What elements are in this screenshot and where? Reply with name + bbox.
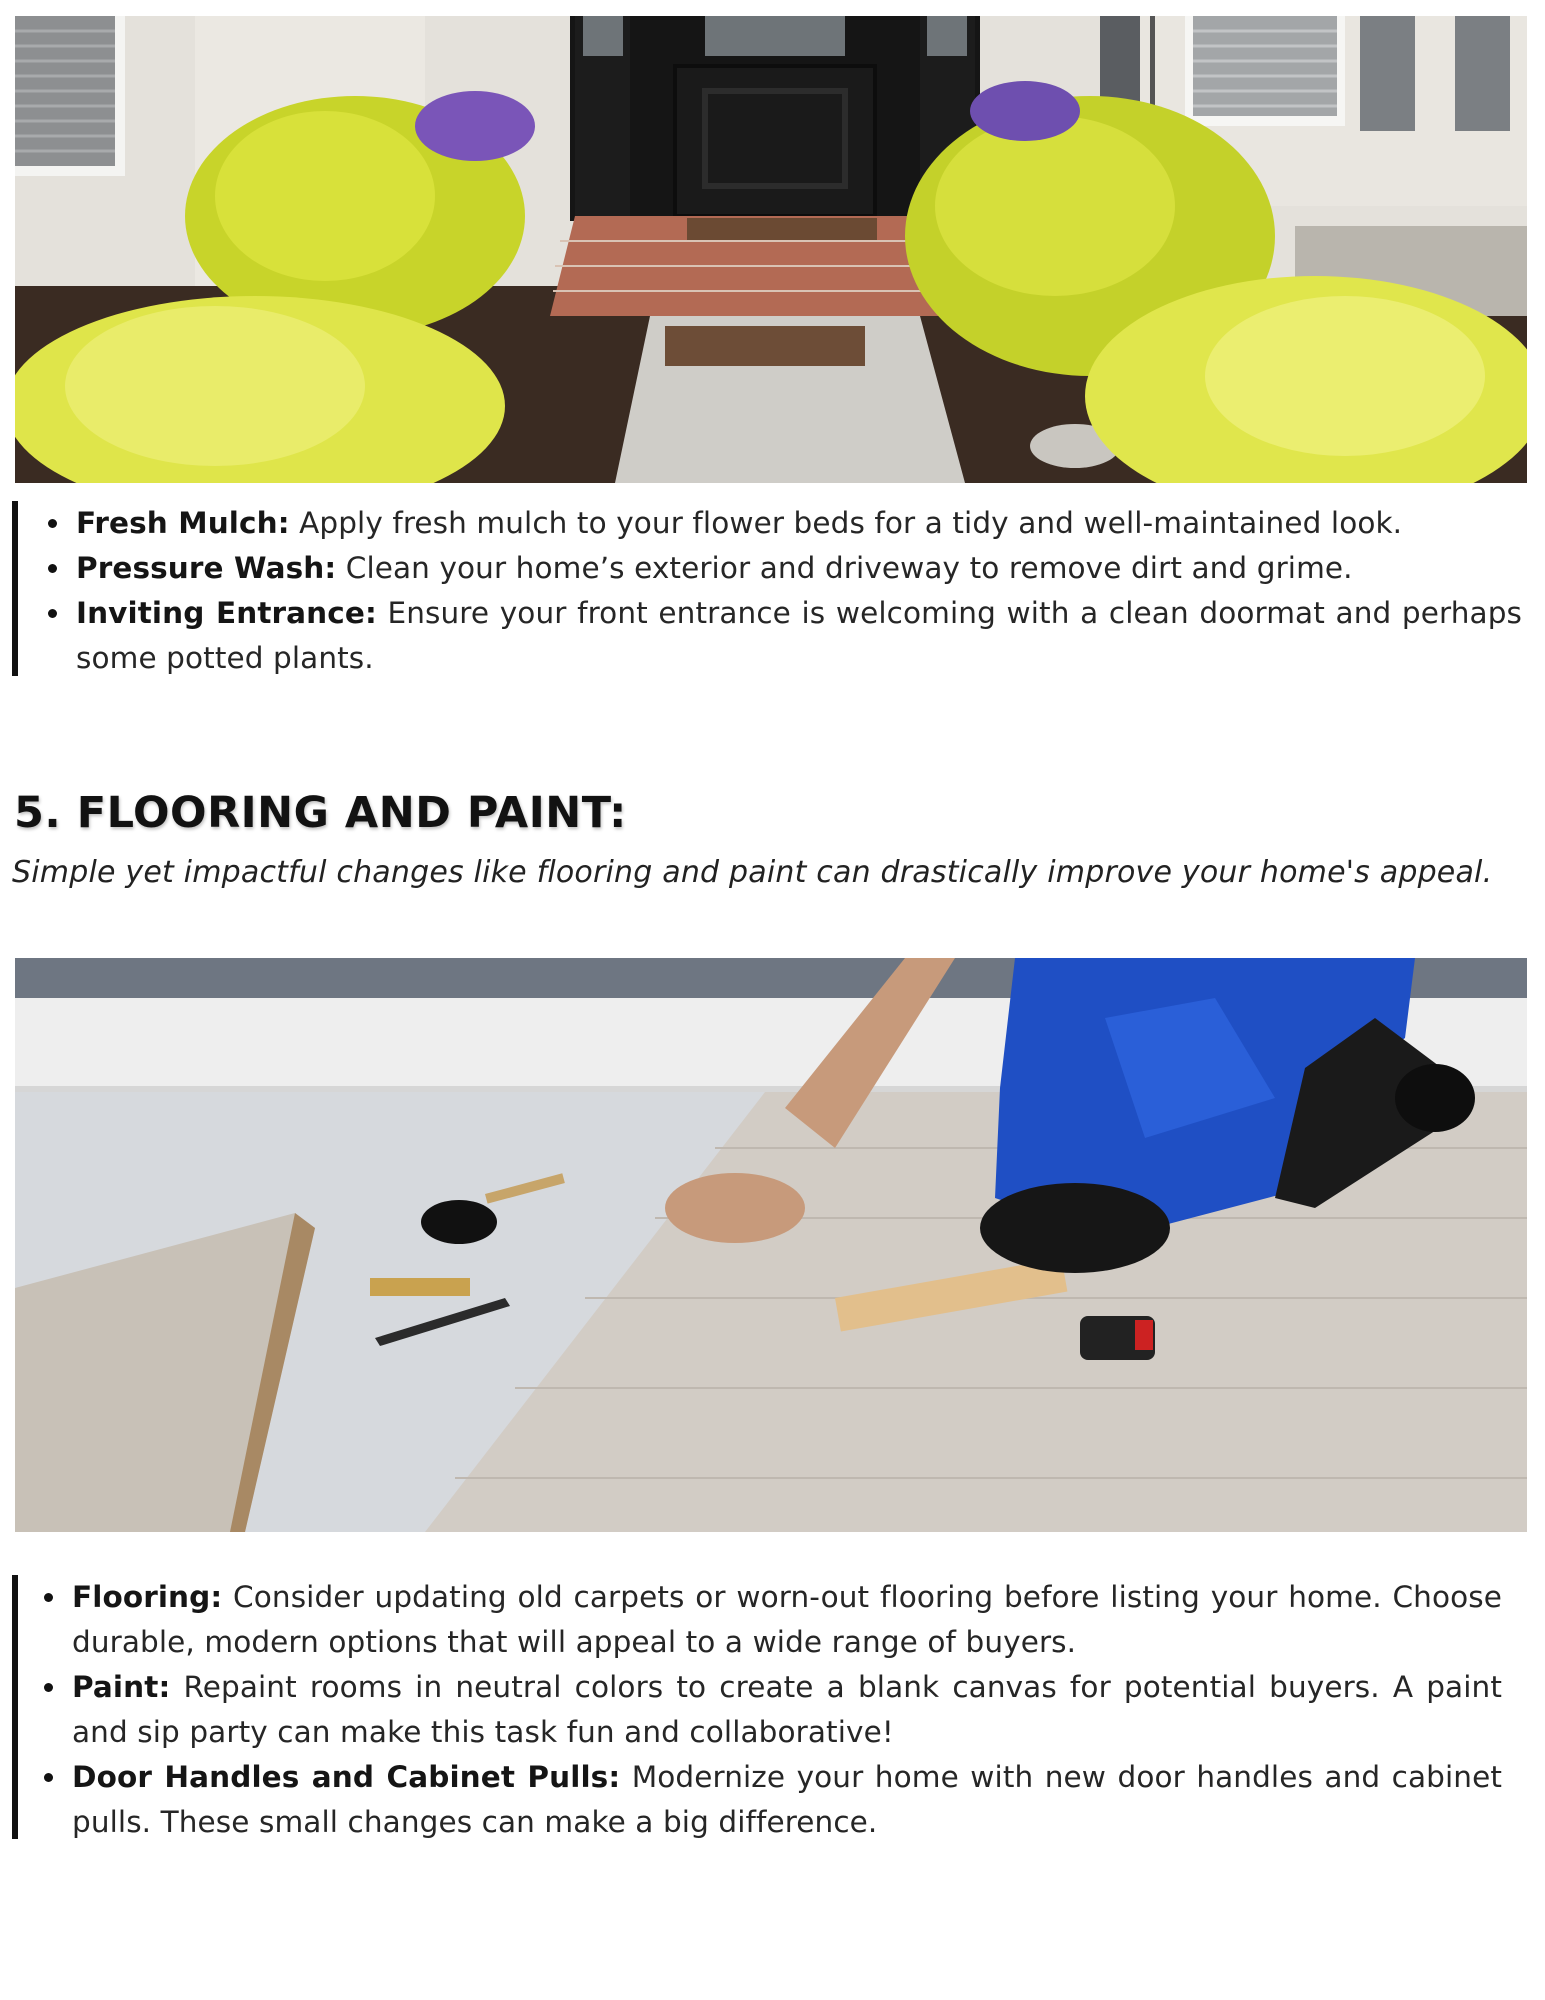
list-item-term: Pressure Wash: [76,551,337,585]
list-item-text: Clean your home’s exterior and driveway to remove dirt and grime. [336,551,1353,585]
bullet-icon [48,519,57,528]
bullet-icon [48,564,57,573]
list-item-text: Modernize your home with new door handles and cabinet pulls. These small changes can make a big difference. [72,1760,1503,1839]
bullet-icon [44,1593,53,1602]
front-entrance-photo [15,16,1527,483]
list-item-term: Door Handles and Cabinet Pulls: [72,1760,621,1794]
list-item-text: Repaint rooms in neutral colors to create a blank canvas for potential buyers. A paint and sip party can make this task fun and collaborative! [72,1670,1502,1749]
list-item-text: Ensure your front entrance is welcoming with a clean doormat and perhaps some potted plants. [76,596,1522,675]
list-item [18,1755,1530,1845]
curb-appeal-list [12,501,1530,676]
list-item-text: Consider updating old carpets or worn-out flooring before listing your home. Choose durable, modern options that will appeal to a wide range of buyers. [72,1580,1502,1659]
list-item-term: Fresh Mulch: [76,506,290,540]
front-entrance-illustration [15,16,1527,483]
section-subtitle: Simple yet impactful changes like flooring and paint can drastically improve your home's appeal. [12,855,1493,890]
bullet-icon [48,609,57,618]
list-item-term: Flooring: [72,1580,223,1614]
flooring-photo [15,958,1527,1532]
list-item-term: Paint: [72,1670,171,1704]
bullet-icon [44,1683,53,1692]
list-item [18,1665,1530,1755]
flooring-paint-list [12,1575,1530,1839]
list-item [18,501,1530,546]
list-item [18,591,1530,681]
list-item-text: Apply fresh mulch to your flower beds for a tidy and well-maintained look. [289,506,1403,540]
list-item [18,1575,1530,1665]
section-heading: 5. FLOORING AND PAINT: [14,788,627,838]
list-item [18,546,1530,591]
list-item-term: Inviting Entrance: [76,596,377,630]
bullet-icon [44,1773,53,1782]
flooring-illustration [15,958,1527,1532]
